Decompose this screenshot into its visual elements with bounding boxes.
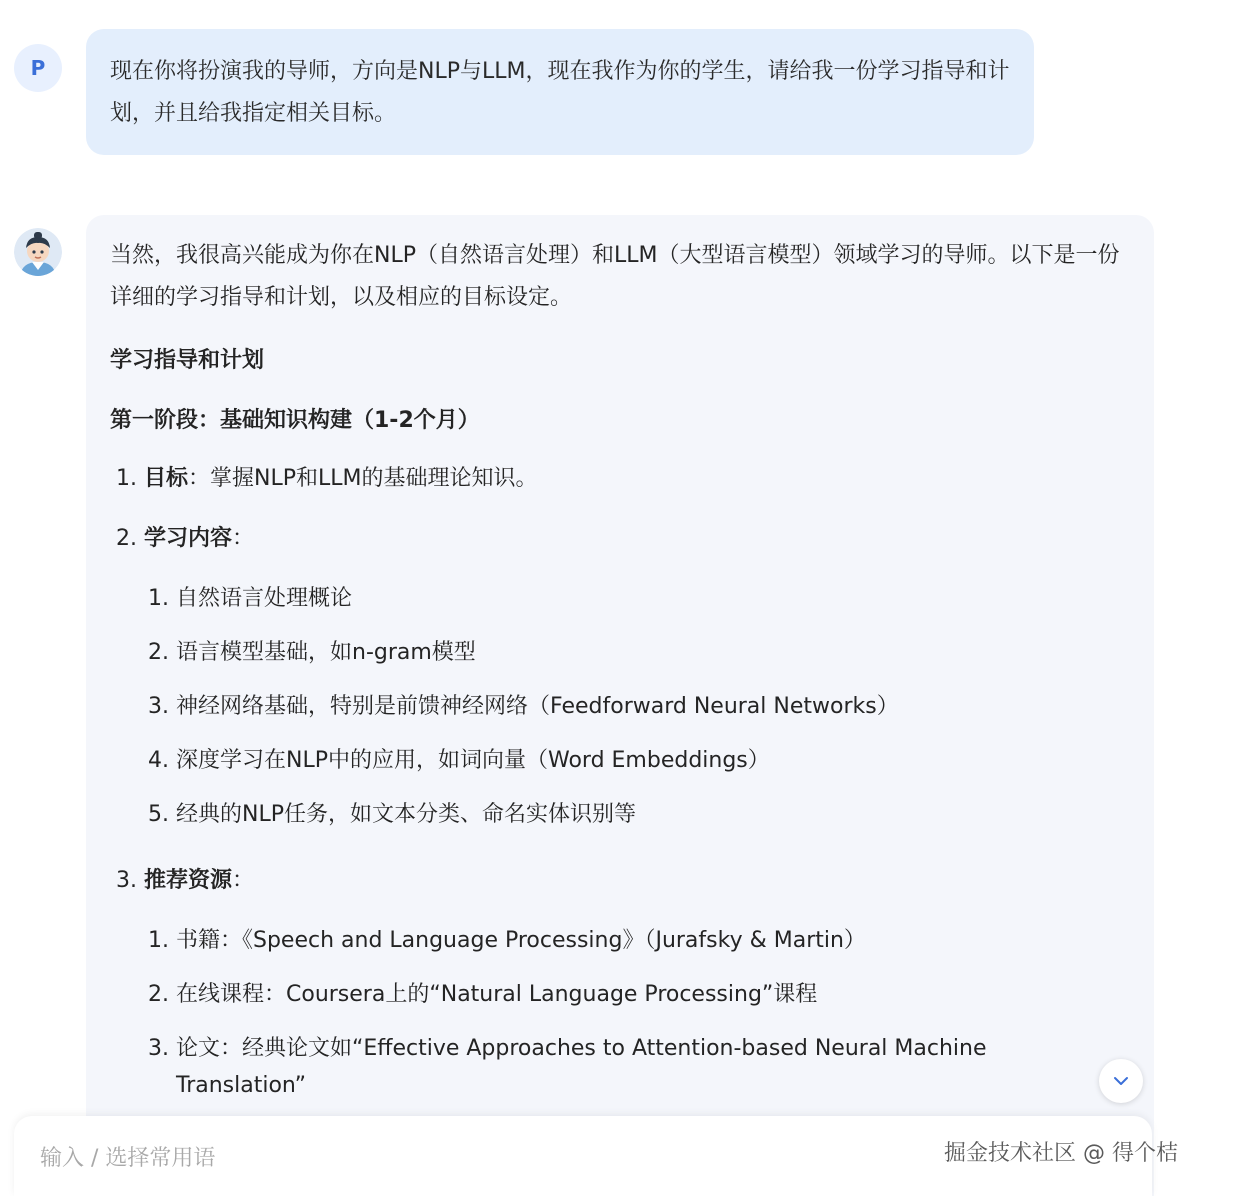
list-number: 1. xyxy=(116,466,137,491)
list-item-text: 深度学习在NLP中的应用，如词向量（Word Embeddings） xyxy=(176,748,770,773)
list-number: 3. xyxy=(116,868,137,893)
list-number: 5. xyxy=(148,802,169,827)
list-number: 3. xyxy=(148,694,169,719)
list-item-text: ：掌握NLP和LLM的基础理论知识。 xyxy=(188,466,538,491)
sub-list-item xyxy=(148,689,899,720)
list-number: 2. xyxy=(116,526,137,551)
list-item-label: 目标 xyxy=(144,466,189,491)
watermark-text: 掘金技术社区 @ 得个桔 xyxy=(944,1141,1178,1166)
list-number: 1. xyxy=(148,586,169,611)
list-number: 2. xyxy=(148,640,169,665)
list-item-text: 语言模型基础，如n-gram模型 xyxy=(176,640,476,665)
list-number: 1. xyxy=(148,928,169,953)
list-item-text: 自然语言处理概论 xyxy=(176,586,353,611)
sub-list-item xyxy=(148,1031,987,1062)
bot-avatar xyxy=(14,228,62,276)
list-item-text: 书籍：《Speech and Language Processing》（Jurafsky & Martin） xyxy=(176,928,866,953)
list-number: 3. xyxy=(148,1036,169,1061)
phase-title: 第一阶段：基础知识构建（1-2个月） xyxy=(110,408,480,433)
list-item-label: 推荐资源 xyxy=(144,868,233,893)
user-avatar: P xyxy=(14,44,62,92)
list-item-text: 论文：经典论文如“Effective Approaches to Attention-based Neural Machine xyxy=(176,1036,987,1061)
chevron-down-icon xyxy=(1111,1071,1131,1091)
list-item-goal xyxy=(116,461,538,492)
sub-list-item xyxy=(148,977,817,1008)
list-number: 2. xyxy=(148,982,169,1007)
user-message-bubble: 现在你将扮演我的导师，方向是NLP与LLM，现在我作为你的学生，请给我一份学习指导和计划，并且给我指定相关目标。 xyxy=(86,29,1034,155)
bot-message-bubble xyxy=(86,215,1154,1196)
list-item-resources xyxy=(116,863,254,894)
sub-list-item-continuation: Translation” xyxy=(176,1073,307,1098)
list-item-text: 神经网络基础，特别是前馈神经网络（Feedforward Neural Networks） xyxy=(176,694,899,719)
list-item-text: 在线课程：Coursera上的“Natural Language Processing”课程 xyxy=(176,982,818,1007)
bot-avatar-icon xyxy=(14,228,62,276)
bot-intro-text: 当然，我很高兴能成为你在NLP（自然语言处理）和LLM（大型语言模型）领域学习的导师。以下是一份详细的学习指导和计划，以及相应的目标设定。 xyxy=(110,243,1120,310)
list-item-label: 学习内容 xyxy=(144,526,233,551)
list-item-text: ： xyxy=(232,526,255,551)
list-number: 4. xyxy=(148,748,169,773)
sub-list-item xyxy=(148,635,476,666)
sub-list-item xyxy=(148,923,866,954)
sub-list-item xyxy=(148,743,770,774)
list-item-text: ： xyxy=(232,868,255,893)
list-item-text: 经典的NLP任务，如文本分类、命名实体识别等 xyxy=(176,802,636,827)
scroll-to-bottom-button[interactable] xyxy=(1099,1059,1143,1103)
sub-list-item xyxy=(148,797,636,828)
sub-list-item xyxy=(148,581,352,612)
list-item-content xyxy=(116,521,254,552)
section-title: 学习指导和计划 xyxy=(110,348,265,373)
chat-input[interactable] xyxy=(38,1138,902,1178)
